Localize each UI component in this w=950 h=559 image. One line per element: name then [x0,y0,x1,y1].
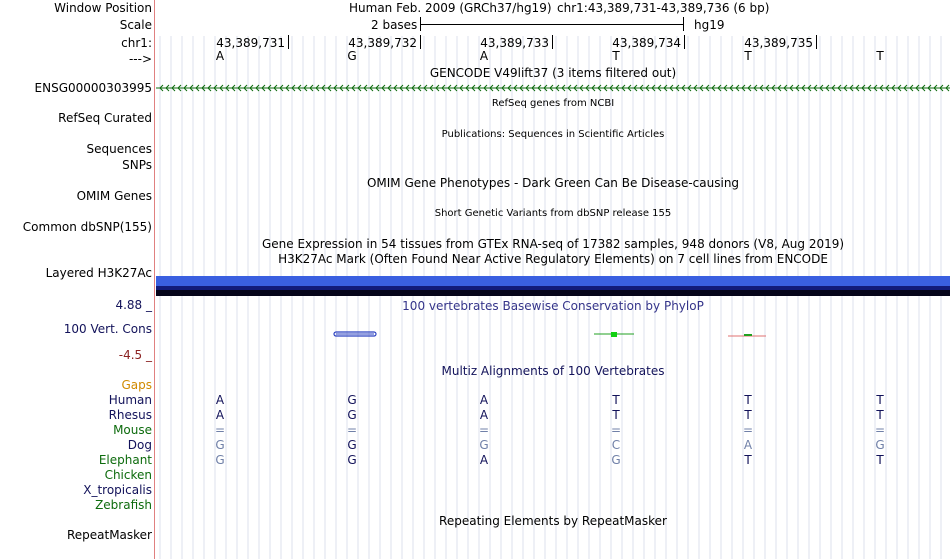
alignment-base: T [876,408,884,422]
coordinate-tick [816,35,817,49]
alignment-base: = [214,423,226,437]
alignment-base: G [479,438,489,452]
reference-base: T [612,49,620,63]
phylop-track-title[interactable]: 100 vertebrates Basewise Conservation by PhyloP [402,299,704,313]
alignment-base: T [876,393,884,407]
coordinate-tick [552,35,553,49]
reference-base: T [744,49,752,63]
alignment-base: = [478,423,490,437]
coordinate-label: 43,389,733 [480,36,549,50]
alignment-base: G [611,453,621,467]
alignment-base: G [347,393,357,407]
alignment-base: G [347,408,357,422]
alignment-base: T [744,453,752,467]
species-label[interactable]: Dog [127,438,152,452]
reference-base: T [876,49,884,63]
common-dbsnp-label[interactable]: Common dbSNP(155) [22,220,152,234]
reference-base: A [479,49,489,63]
refseq-curated-label[interactable]: RefSeq Curated [58,111,152,125]
coordinate-label: 43,389,735 [744,36,813,50]
h3k27ac-signal[interactable] [156,276,950,296]
layered-h3k27ac-label[interactable]: Layered H3K27Ac [45,266,152,280]
coordinate-tick [288,35,289,49]
refseq-track-title[interactable]: RefSeq genes from NCBI [491,98,615,109]
position-text[interactable]: chr1:43,389,731-43,389,736 (6 bp) [557,1,770,15]
alignment-base: G [215,453,225,467]
scale-bar [420,17,684,31]
species-label[interactable]: X_tropicalis [83,483,152,497]
coordinate-label: 43,389,732 [348,36,417,50]
strand-label: ---> [128,52,152,66]
gencode-item-label[interactable]: ENSG00000303995 [34,81,152,95]
gtex-track-title[interactable]: Gene Expression in 54 tissues from GTEx RNA-seq of 17382 samples, 948 donors (V8, Aug 2019) [261,237,845,251]
alignment-base: = [346,423,358,437]
alignment-base: A [479,393,489,407]
alignment-base: C [611,438,621,452]
h3k27ac-track-title[interactable]: H3K27Ac Mark (Often Found Near Active Regulatory Elements) on 7 cell lines from ENCODE [278,252,828,266]
alignment-base: = [742,423,754,437]
reference-base: A [215,49,225,63]
alignment-base: G [875,438,885,452]
coordinate-label: 43,389,731 [216,36,285,50]
repeatmasker-label[interactable]: RepeatMasker [66,528,152,542]
gencode-gene-line[interactable] [156,81,950,95]
omim-genes-label[interactable]: OMIM Genes [76,189,152,203]
species-label[interactable]: Human [108,393,152,407]
publications-track-title[interactable]: Publications: Sequences in Scientific Articles [441,129,665,140]
coordinate-label: 43,389,734 [612,36,681,50]
species-label[interactable]: Zebrafish [95,498,152,512]
gaps-label[interactable]: Gaps [121,378,152,392]
scale-text: 2 bases [371,18,418,32]
assembly-text: Human Feb. 2009 (GRCh37/hg19) [349,1,552,15]
coordinate-tick [684,35,685,49]
alignment-base: A [743,438,753,452]
alignment-base: T [612,393,620,407]
chrom-label: chr1: [121,36,152,50]
alignment-base: A [215,408,225,422]
dbsnp-track-title[interactable]: Short Genetic Variants from dbSNP release 155 [434,208,672,219]
species-label[interactable]: Elephant [98,453,152,467]
alignment-base: T [876,453,884,467]
reference-base: G [347,49,357,63]
alignment-base: G [347,453,357,467]
alignment-base: G [347,438,357,452]
alignment-base: = [874,423,886,437]
phylop-max-label: 4.88 _ [115,298,152,312]
window-position-label: Window Position [54,1,152,15]
gencode-track-title[interactable]: GENCODE V49lift37 (3 items filtered out) [429,66,677,80]
alignment-base: T [744,408,752,422]
species-label[interactable]: Mouse [113,423,152,437]
alignment-base: = [610,423,622,437]
multiz-track-title[interactable]: Multiz Alignments of 100 Vertebrates [441,364,665,378]
alignment-base: G [215,438,225,452]
repeatmasker-track-title[interactable]: Repeating Elements by RepeatMasker [439,514,667,528]
alignment-base: A [479,453,489,467]
snps-label[interactable]: SNPs [122,158,152,172]
phylop-track-label[interactable]: 100 Vert. Cons [63,322,152,336]
omim-track-title[interactable]: OMIM Gene Phenotypes - Dark Green Can Be Disease-causing [366,176,740,190]
scale-label: Scale [119,18,152,32]
alignment-base: T [612,408,620,422]
phylop-signal[interactable] [156,326,950,340]
sequences-label[interactable]: Sequences [86,142,152,156]
coordinate-tick [420,35,421,49]
alignment-base: A [479,408,489,422]
phylop-min-label: -4.5 _ [118,348,152,362]
alignment-base: A [215,393,225,407]
db-text: hg19 [694,18,725,32]
species-label[interactable]: Chicken [104,468,152,482]
alignment-base: T [744,393,752,407]
species-label[interactable]: Rhesus [108,408,152,422]
